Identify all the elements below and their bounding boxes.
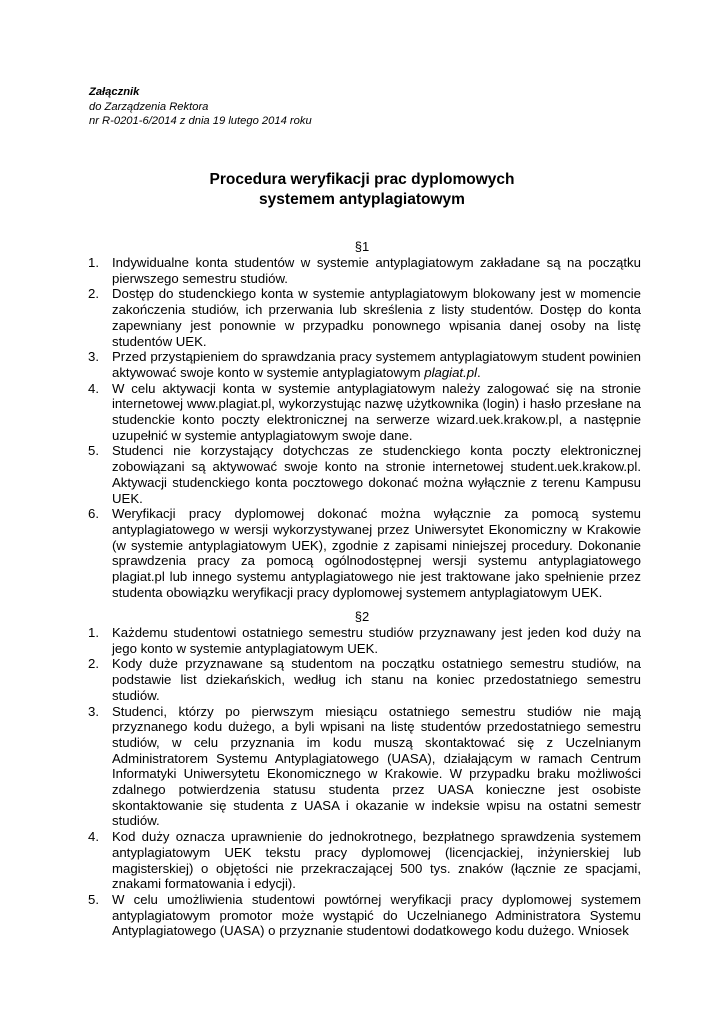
item-number: 2. [88,656,99,672]
list-item [88,829,641,892]
list-item [88,625,641,656]
item-number: 5. [88,891,99,907]
item-number: 4. [88,829,99,845]
list-item [88,381,641,444]
section-heading-2: §2 [354,609,370,624]
section-2-list [88,625,641,939]
document-title [0,170,724,210]
document-title-line-2: systemem antyplagiatowym [259,191,465,208]
item-italic-text: plagiat.pl [424,364,478,380]
annex-header [89,85,312,129]
item-text: Studenci nie korzystający dotychczas ze studenckiego konta poczty elektronicznej zobowiązani są aktywować swoje konto na stronie internetowej student.uek.krakow.pl. Aktywacji studenckiego konta pocztowego dokonać można wyłącznie z terenu Kampusu UEK. [112,443,641,506]
item-text: Przed przystąpieniem do sprawdzania pracy systemem antyplagiatowym student powinien aktywować swoje konto w systemie antyplagiatowym [112,349,641,380]
list-item [88,349,641,380]
item-text: Weryfikacji pracy dyplomowej dokonać można wyłącznie za pomocą systemu antyplagiatowego w wersji wykorzystywanej przez Uniwersytet Ekonomiczny w Krakowie (w systemie antyplagiatowym UEK), zgodnie z zapisami niniejszej procedury. Dokonanie sprawdzenia pracy za pomocą ogólnodostępnej wersji systemu antyplagiatowego plagiat.pl lub innego systemu antyplagiatowego nie jest traktowane jako spełnienie przez studenta obowiązku weryfikacji pracy dyplomowej systemem antyplagiatowym UEK. [112,506,641,600]
item-text: Studenci, którzy po pierwszym miesiącu ostatniego semestru studiów nie mają przyznanego kodu dużego, a byli wpisani na listę studentów przedostatniego semestru studiów, w celu przyznania im kodu muszą skontaktować się z Uczelnianym Administratorem Systemu Antyplagiatowego (UASA), działającym w ramach Centrum Informatyki Uniwersytetu Ekonomicznego w Krakowie. W przypadku braku możliwości zdalnego potwierdzenia statusu studenta przez UASA konieczne jest osobiste skontaktowanie się studenta z UASA i okazanie w indeksie wpisu na ostatni semestr studiów. [112,703,641,829]
item-text: Indywidualne konta studentów w systemie antyplagiatowym zakładane są na początku pierwszego semestru studiów. [112,255,641,286]
section-heading-1: §1 [354,239,370,254]
annex-decree-number: nr R-0201-6/2014 z dnia 19 lutego 2014 roku [89,115,312,127]
item-number: 4. [88,380,99,396]
list-item [88,656,641,703]
list-item [88,443,641,506]
item-text: Każdemu studentowi ostatniego semestru studiów przyznawany jest jeden kod duży na jego konto w systemie antyplagiatowym UEK. [112,625,641,656]
item-number: 3. [88,703,99,719]
list-item [88,286,641,349]
item-text: Dostęp do studenckiego konta w systemie antyplagiatowym blokowany jest w momencie zakończenia studiów, ich przerwania lub skreślenia z listy studentów. Dostęp do konta zapewniany jest ponownie w przypadku ponownego wpisania danej osoby na listę studentów UEK. [112,286,641,349]
list-item [88,892,641,939]
annex-reference: do Zarządzenia Rektora [89,100,209,113]
annex-title: Załącznik [89,86,140,98]
item-number: 3. [88,349,99,365]
item-number: 6. [88,506,99,522]
item-text: W celu umożliwienia studentowi powtórnej weryfikacji pracy dyplomowej systemem antyplagiatowym promotor może wystąpić do Uczelnianego Administratora Systemu Antyplagiatowego (UASA) o przyznanie studentowi dodatkowego kodu dużego. Wniosek [112,891,641,939]
item-number: 2. [88,286,99,302]
list-item [88,255,641,286]
item-text: W celu aktywacji konta w systemie antyplagiatowym należy zalogować się na stronie internetowej www.plagiat.pl, wykorzystując nazwę użytkownika (login) i hasło przesłane na studenckie konto poczty elektronicznej na serwerze wizard.uek.krakow.pl, a następnie uzupełnić w systemie antyplagiatowym swoje dane. [112,380,641,443]
list-item [88,506,641,600]
item-text-tail: . [477,364,481,380]
item-text: Kod duży oznacza uprawnienie do jednokrotnego, bezpłatnego sprawdzenia systemem antyplagiatowym UEK tekstu pracy dyplomowej (licencjackiej, inżynierskiej lub magisterskiej) o objętości nie przekraczającej 500 tys. znaków (łącznie ze spacjami, znakami formatowania i edycji). [112,829,641,892]
section-1-list [88,255,641,600]
document-title-line-1: Procedura weryfikacji prac dyplomowych [209,171,515,188]
list-item [88,704,641,830]
item-number: 1. [88,255,99,270]
item-number: 1. [88,625,99,640]
item-number: 5. [88,443,99,459]
item-text: Kody duże przyznawane są studentom na początku ostatniego semestru studiów, na podstawie list dziekańskich, według ich stanu na koniec przedostatniego semestru studiów. [112,656,641,703]
